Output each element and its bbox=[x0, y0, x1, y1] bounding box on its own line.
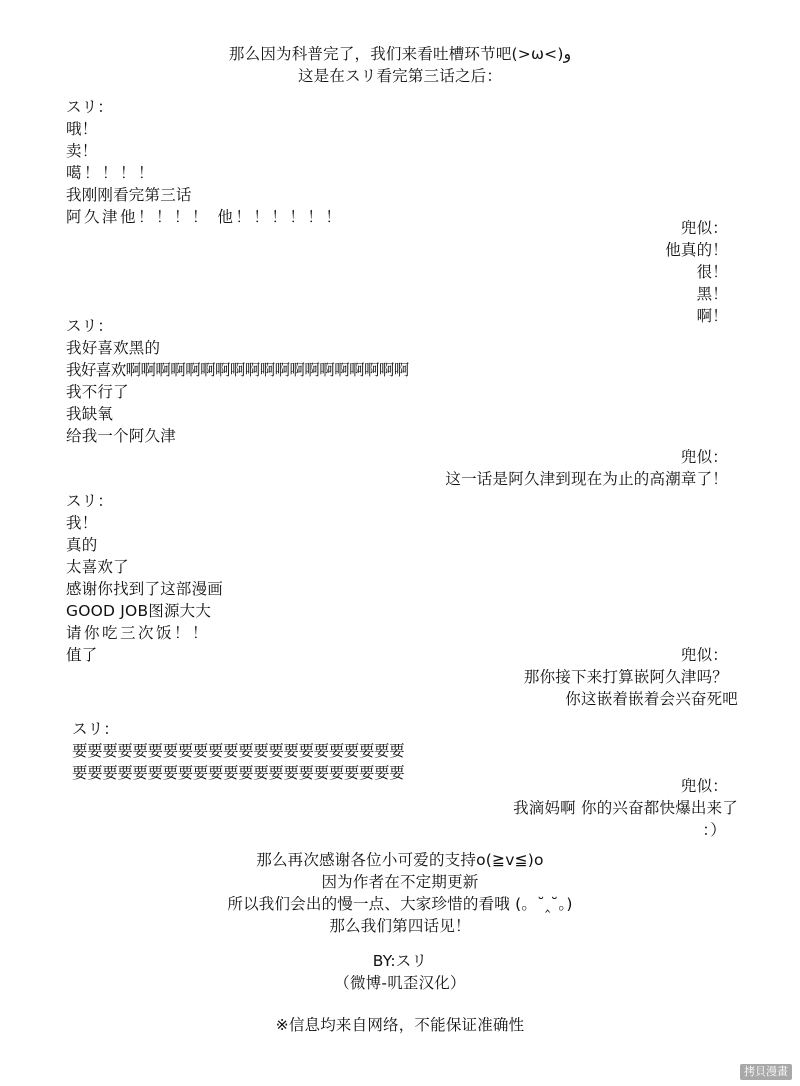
credit-weibo: （微博-叽歪汉化） bbox=[334, 974, 466, 992]
dialogue-line: 真的 bbox=[66, 536, 98, 554]
speaker-label: スリ： bbox=[66, 317, 114, 335]
dialogue-line: 我！ bbox=[66, 514, 98, 532]
dialogue-line: 我缺氧 bbox=[66, 405, 114, 423]
speaker-label: 兜似： bbox=[680, 219, 728, 237]
speaker-label: 兜似： bbox=[680, 777, 728, 795]
dialogue-line: 感谢你找到了这部漫画 bbox=[66, 580, 224, 598]
disclaimer: ※信息均来自网络，不能保证准确性 bbox=[275, 1016, 525, 1034]
speaker-label: 兜似： bbox=[680, 448, 728, 466]
intro-line-1: 那么因为科普完了，我们来看吐槽环节吧(>ω<)و bbox=[228, 45, 572, 63]
speaker-label: スリ： bbox=[66, 492, 114, 510]
dialogue-line: 阿久津他！！！！ 他！！！！！！ bbox=[66, 208, 344, 226]
dialogue-line: 给我一个阿久津 bbox=[66, 427, 176, 445]
dialogue-line: 黑！ bbox=[696, 285, 728, 303]
dialogue-line: 要要要要要要要要要要要要要要要要要要要要要要 bbox=[72, 764, 405, 782]
speaker-label: 兜似： bbox=[680, 646, 728, 664]
dialogue-line: 要要要要要要要要要要要要要要要要要要要要要要 bbox=[72, 742, 405, 760]
speaker-label: スリ： bbox=[72, 720, 120, 738]
outro-line: 那么我们第四话见！ bbox=[329, 917, 471, 935]
dialogue-line: 我好喜欢啊啊啊啊啊啊啊啊啊啊啊啊啊啊啊啊啊啊啊 bbox=[66, 361, 409, 379]
dialogue-line: 我滴妈啊 你的兴奋都快爆出来了 bbox=[513, 799, 738, 817]
dialogue-line: 你这嵌着嵌着会兴奋死吧 bbox=[565, 690, 738, 708]
credit-by: BY:スリ bbox=[372, 952, 428, 970]
dialogue-line: GOOD JOB图源大大 bbox=[66, 602, 212, 620]
dialogue-line: 请你吃三次饭！！ bbox=[66, 624, 211, 642]
outro-line: 那么再次感谢各位小可爱的支持o(≧v≦)o bbox=[256, 851, 544, 869]
dialogue-line: 他真的！ bbox=[665, 241, 728, 259]
dialogue-line: 这一话是阿久津到现在为止的高潮章了！ bbox=[445, 470, 728, 488]
dialogue-line: 哦！ bbox=[66, 120, 98, 138]
dialogue-line: 卖！ bbox=[66, 142, 98, 160]
dialogue-line: 太喜欢了 bbox=[66, 558, 129, 576]
site-watermark: 拷貝漫畫 bbox=[740, 1064, 792, 1080]
outro-line: 因为作者在不定期更新 bbox=[321, 873, 479, 891]
intro-line-2: 这是在スリ看完第三话之后： bbox=[297, 67, 503, 85]
dialogue-line: 我不行了 bbox=[66, 383, 129, 401]
speaker-label: スリ： bbox=[66, 98, 114, 116]
dialogue-line: 我刚刚看完第三话 bbox=[66, 186, 192, 204]
outro-line: 所以我们会出的慢一点、大家珍惜的看哦 (。˘‸˘。) bbox=[227, 895, 573, 913]
dialogue-line: 噶！！！！ bbox=[66, 164, 157, 182]
dialogue-line: 很！ bbox=[696, 263, 728, 281]
dialogue-line: 值了 bbox=[66, 646, 98, 664]
dialogue-line: ：） bbox=[702, 821, 726, 839]
dialogue-line: 我好喜欢黑的 bbox=[66, 339, 161, 357]
dialogue-line: 那你接下来打算嵌阿久津吗？ bbox=[523, 668, 728, 686]
dialogue-line: 啊！ bbox=[696, 307, 728, 325]
